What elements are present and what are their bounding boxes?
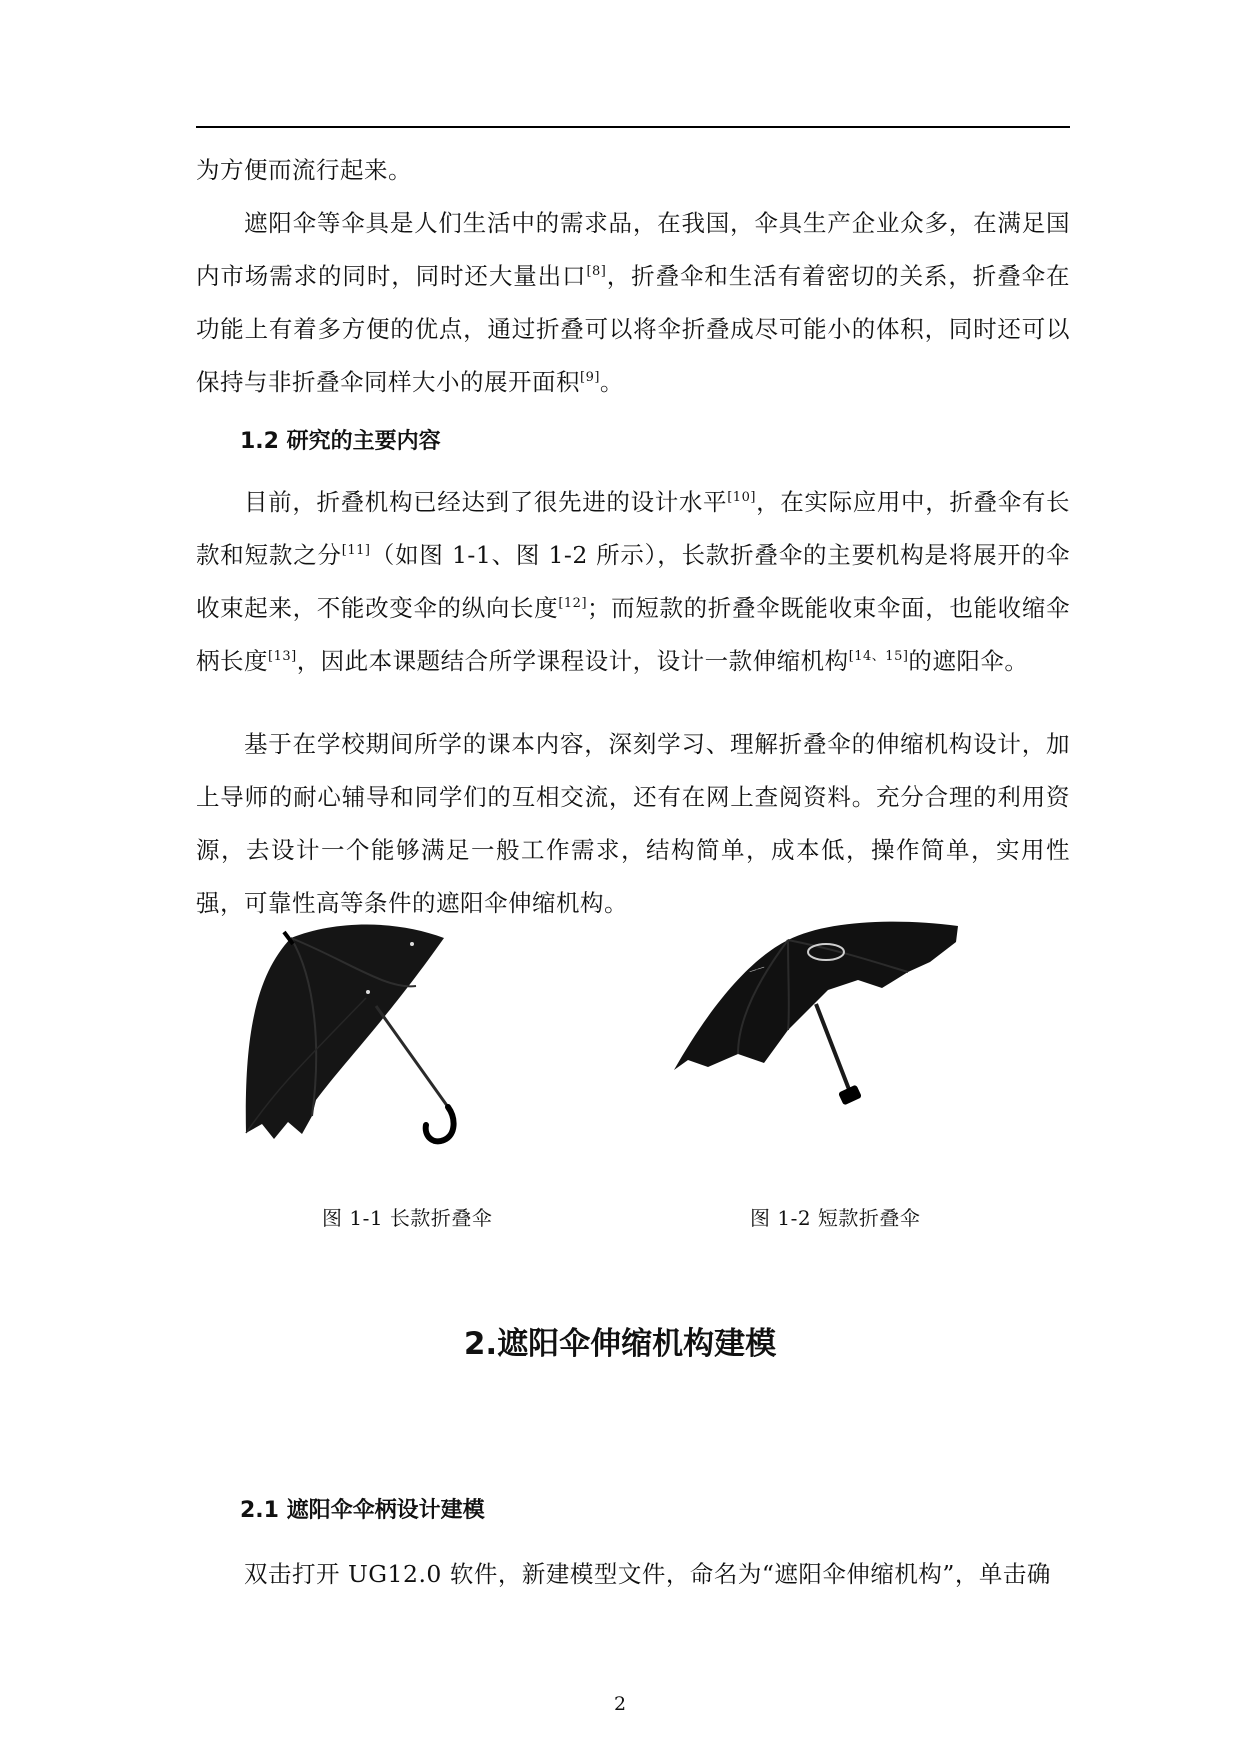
paragraph-design-basis: 基于在学校期间所学的课本内容，深刻学习、理解折叠伞的伸缩机构设计，加上导师的耐心辅导和同学们的互相交流，还有在网上查阅资料。充分合理的利用资源，去设计一个能够满足一般工作需求，结构简单，成本低，操作简单，实用性强，可靠性高等条件的遮阳伞伸缩机构。	[196, 730, 1070, 917]
page-number: 2	[613, 1693, 627, 1715]
paragraph-continuation: 为方便而流行起来。	[196, 156, 412, 184]
citation: [14、15]	[848, 649, 909, 664]
citation: [13]	[268, 649, 297, 664]
section-heading-1-2: 1.2 研究的主要内容	[240, 429, 441, 454]
figure-caption-1-1: 图 1-1 长款折叠伞	[322, 1206, 493, 1230]
citation: [8]	[586, 264, 607, 279]
citation: [9]	[580, 370, 600, 385]
paragraph-umbrella-demand: 遮阳伞等伞具是人们生活中的需求品，在我国，伞具生产企业众多，在满足国内市场需求的同时，同时还大量出口[8]，折叠伞和生活有着密切的关系，折叠伞在功能上有着多方便的优点，通过折叠可以将伞折叠成尽可能小的体积，同时还可以保持与非折叠伞同样大小的展开面积[9]。	[196, 209, 1071, 396]
paragraph-ug-start: 双击打开 UG12.0 软件，新建模型文件，命名为“遮阳伞伸缩机构”，单击确	[244, 1560, 1051, 1588]
citation: [12]	[558, 596, 588, 611]
long-umbrella-image	[246, 925, 454, 1142]
short-umbrella-image	[674, 922, 958, 1106]
figure-long-umbrella	[236, 920, 496, 1160]
svg-text:——: ——	[747, 962, 766, 976]
figure-short-umbrella	[668, 920, 988, 1120]
chapter-title-2: 2.遮阳伞伸缩机构建模	[463, 1326, 777, 1362]
citation: [10]	[727, 490, 756, 505]
paragraph-research-content: 目前，折叠机构已经达到了很先进的设计水平[10]，在实际应用中，折叠伞有长款和短款之分[11]（如图 1-1、图 1-2 所示），长款折叠伞的主要机构是将展开的伞收束起来，不能改变伞的纵向长度[12]；而短款的折叠伞既能收束伞面，也能收缩伞柄长度[13]，因此本课题结合所学课程设计，设计一款伸缩机构[14、15]的遮阳伞。	[196, 488, 1071, 675]
section-heading-2-1: 2.1 遮阳伞伞柄设计建模	[240, 1498, 485, 1523]
citation: [11]	[341, 543, 371, 558]
header-rule	[196, 126, 1070, 128]
figure-caption-1-2: 图 1-2 短款折叠伞	[750, 1206, 921, 1230]
